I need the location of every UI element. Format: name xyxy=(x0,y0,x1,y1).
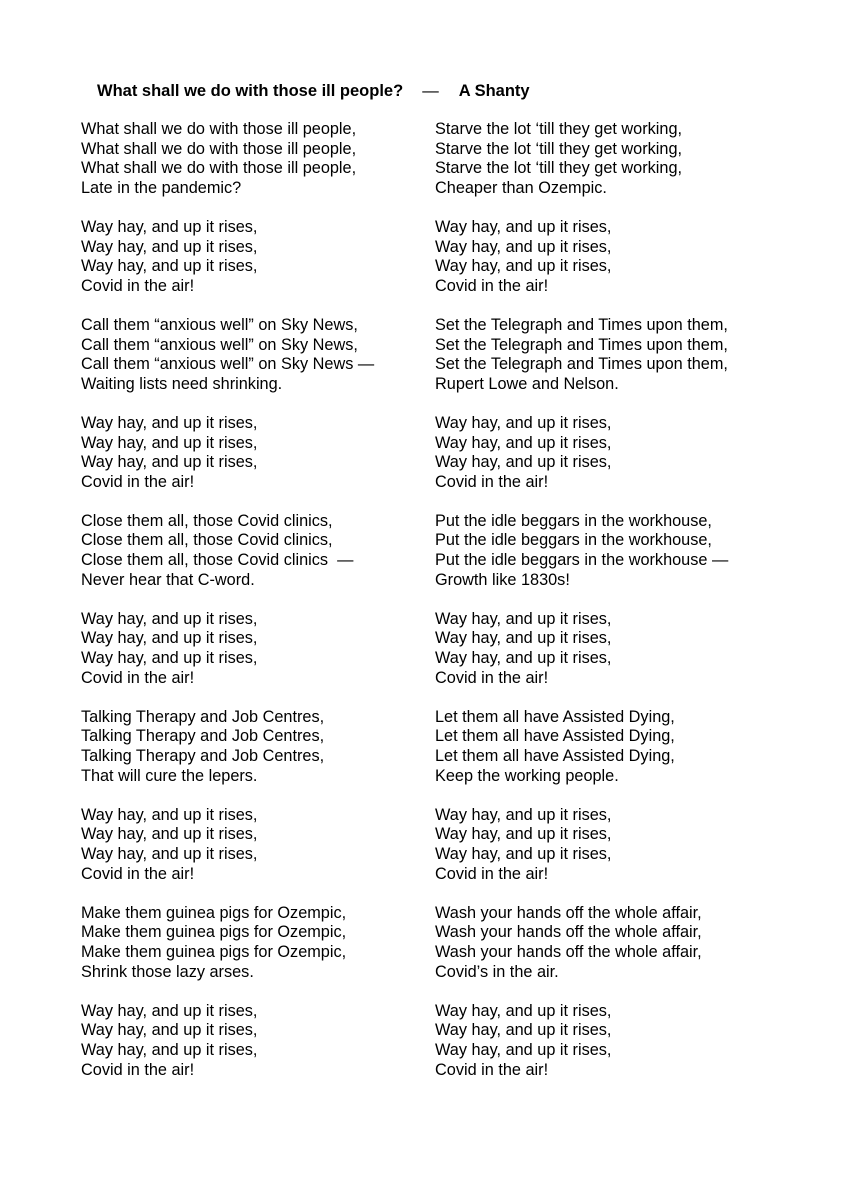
verse-line: Covid in the air! xyxy=(435,668,549,687)
stanza xyxy=(435,414,835,492)
verse-line: Covid in the air! xyxy=(81,864,195,883)
stanza xyxy=(81,120,421,198)
verse-line: Keep the working people. xyxy=(435,766,619,785)
title-text: What shall we do with those ill people? xyxy=(97,82,404,100)
verse-line: Let them all have Assisted Dying, xyxy=(435,747,675,765)
verse-line: Way hay, and up it rises, xyxy=(81,805,258,824)
stanza xyxy=(435,120,835,198)
verse-line: Way hay, and up it rises, xyxy=(81,629,258,648)
stanza xyxy=(435,512,835,590)
verse-line: Way hay, and up it rises, xyxy=(435,433,612,452)
verse-line: Way hay, and up it rises, xyxy=(435,1001,612,1020)
verse-line: Make them guinea pigs for Ozempic, xyxy=(81,923,347,942)
verse-line: Put the idle beggars in the workhouse, xyxy=(435,511,712,530)
verse-line: Way hay, and up it rises, xyxy=(435,1021,612,1040)
stanza xyxy=(81,806,421,884)
stanza xyxy=(81,316,421,394)
verse-line: Covid in the air! xyxy=(435,472,549,491)
verse-line: Way hay, and up it rises, xyxy=(81,1021,258,1040)
verse-line: Covid in the air! xyxy=(81,1060,195,1079)
verse-line: Way hay, and up it rises, xyxy=(81,413,258,432)
verse-line: Make them guinea pigs for Ozempic, xyxy=(81,942,347,961)
stanza xyxy=(81,218,421,296)
stanza xyxy=(435,610,835,688)
verse-line: Wash your hands off the whole affair, xyxy=(435,942,702,961)
verse-line: Covid’s in the air. xyxy=(435,962,559,981)
verse-line: Put the idle beggars in the workhouse — xyxy=(435,551,729,570)
verse-line: Covid in the air! xyxy=(435,276,549,295)
verse-line: Way hay, and up it rises, xyxy=(435,629,612,648)
verse-line: Way hay, and up it rises, xyxy=(435,413,612,432)
stanza xyxy=(435,806,835,884)
verse-line: Let them all have Assisted Dying, xyxy=(435,727,675,746)
verse-line: Way hay, and up it rises, xyxy=(435,609,612,628)
title-separator: — xyxy=(422,82,439,100)
stanza xyxy=(435,218,835,296)
stanza xyxy=(435,904,835,982)
verse-line: Covid in the air! xyxy=(81,276,195,295)
verse-line: Close them all, those Covid clinics, xyxy=(81,511,333,530)
verse-line: What shall we do with those ill people, xyxy=(81,120,357,138)
verse-line: Set the Telegraph and Times upon them, xyxy=(435,335,728,354)
verse-line: Starve the lot ‘till they get working, xyxy=(435,120,683,138)
verse-line: Way hay, and up it rises, xyxy=(435,237,612,256)
verse-line: Way hay, and up it rises, xyxy=(435,257,612,276)
verse-line: Way hay, and up it rises, xyxy=(81,433,258,452)
verse-line: Way hay, and up it rises, xyxy=(81,609,258,628)
verse-line: Way hay, and up it rises, xyxy=(435,649,612,668)
verse-line: Set the Telegraph and Times upon them, xyxy=(435,315,728,334)
verse-line: Way hay, and up it rises, xyxy=(435,825,612,844)
verse-line: Way hay, and up it rises, xyxy=(81,237,258,256)
verse-line: Way hay, and up it rises, xyxy=(81,217,258,236)
verse-line: Talking Therapy and Job Centres, xyxy=(81,707,325,726)
verse-line: Close them all, those Covid clinics — xyxy=(81,551,354,570)
stanza xyxy=(81,414,421,492)
verse-line: Way hay, and up it rises, xyxy=(81,257,258,276)
verse-line: Covid in the air! xyxy=(81,472,195,491)
left-column xyxy=(81,120,421,1100)
verse-line: Way hay, and up it rises, xyxy=(435,453,612,472)
verse-line: Call them “anxious well” on Sky News, xyxy=(81,315,358,334)
stanza xyxy=(81,512,421,590)
verse-line: Covid in the air! xyxy=(435,864,549,883)
subtitle-text: A Shanty xyxy=(458,82,530,100)
document-title xyxy=(97,81,530,101)
verse-line: Talking Therapy and Job Centres, xyxy=(81,747,325,765)
verse-line: Covid in the air! xyxy=(81,668,195,687)
verse-line: Growth like 1830s! xyxy=(435,570,570,589)
verse-line: Talking Therapy and Job Centres, xyxy=(81,727,325,746)
verse-line: Rupert Lowe and Nelson. xyxy=(435,374,619,393)
verse-line: Starve the lot ‘till they get working, xyxy=(435,139,683,158)
verse-line: Way hay, and up it rises, xyxy=(435,1040,612,1059)
stanza xyxy=(81,610,421,688)
verse-line: Way hay, and up it rises, xyxy=(435,217,612,236)
verse-line: Late in the pandemic? xyxy=(81,178,242,197)
verse-line: What shall we do with those ill people, xyxy=(81,139,357,158)
verse-line: Way hay, and up it rises, xyxy=(435,844,612,863)
verse-line: Way hay, and up it rises, xyxy=(81,825,258,844)
stanza xyxy=(435,1002,835,1080)
right-column xyxy=(435,120,835,1100)
verse-line: Set the Telegraph and Times upon them, xyxy=(435,355,728,374)
verse-line: Wash your hands off the whole affair, xyxy=(435,903,702,922)
stanza xyxy=(81,1002,421,1080)
verse-line: What shall we do with those ill people, xyxy=(81,159,357,178)
stanza xyxy=(81,904,421,982)
verse-line: Cheaper than Ozempic. xyxy=(435,178,607,197)
verse-line: Way hay, and up it rises, xyxy=(81,453,258,472)
verse-line: Waiting lists need shrinking. xyxy=(81,374,283,393)
verse-line: Way hay, and up it rises, xyxy=(81,1001,258,1020)
verse-line: Way hay, and up it rises, xyxy=(81,1040,258,1059)
verse-line: Call them “anxious well” on Sky News — xyxy=(81,355,375,374)
verse-line: Wash your hands off the whole affair, xyxy=(435,923,702,942)
verse-line: Make them guinea pigs for Ozempic, xyxy=(81,903,347,922)
verse-line: Close them all, those Covid clinics, xyxy=(81,531,333,550)
stanza xyxy=(81,708,421,786)
verse-line: Way hay, and up it rises, xyxy=(435,805,612,824)
verse-line: Starve the lot ‘till they get working, xyxy=(435,159,683,178)
verse-line: That will cure the lepers. xyxy=(81,766,258,785)
verse-line: Way hay, and up it rises, xyxy=(81,844,258,863)
verse-line: Never hear that C-word. xyxy=(81,570,255,589)
verse-line: Shrink those lazy arses. xyxy=(81,962,254,981)
stanza xyxy=(435,708,835,786)
verse-line: Way hay, and up it rises, xyxy=(81,649,258,668)
stanza xyxy=(435,316,835,394)
verse-line: Put the idle beggars in the workhouse, xyxy=(435,531,712,550)
verse-line: Call them “anxious well” on Sky News, xyxy=(81,335,358,354)
verse-line: Let them all have Assisted Dying, xyxy=(435,707,675,726)
verse-line: Covid in the air! xyxy=(435,1060,549,1079)
